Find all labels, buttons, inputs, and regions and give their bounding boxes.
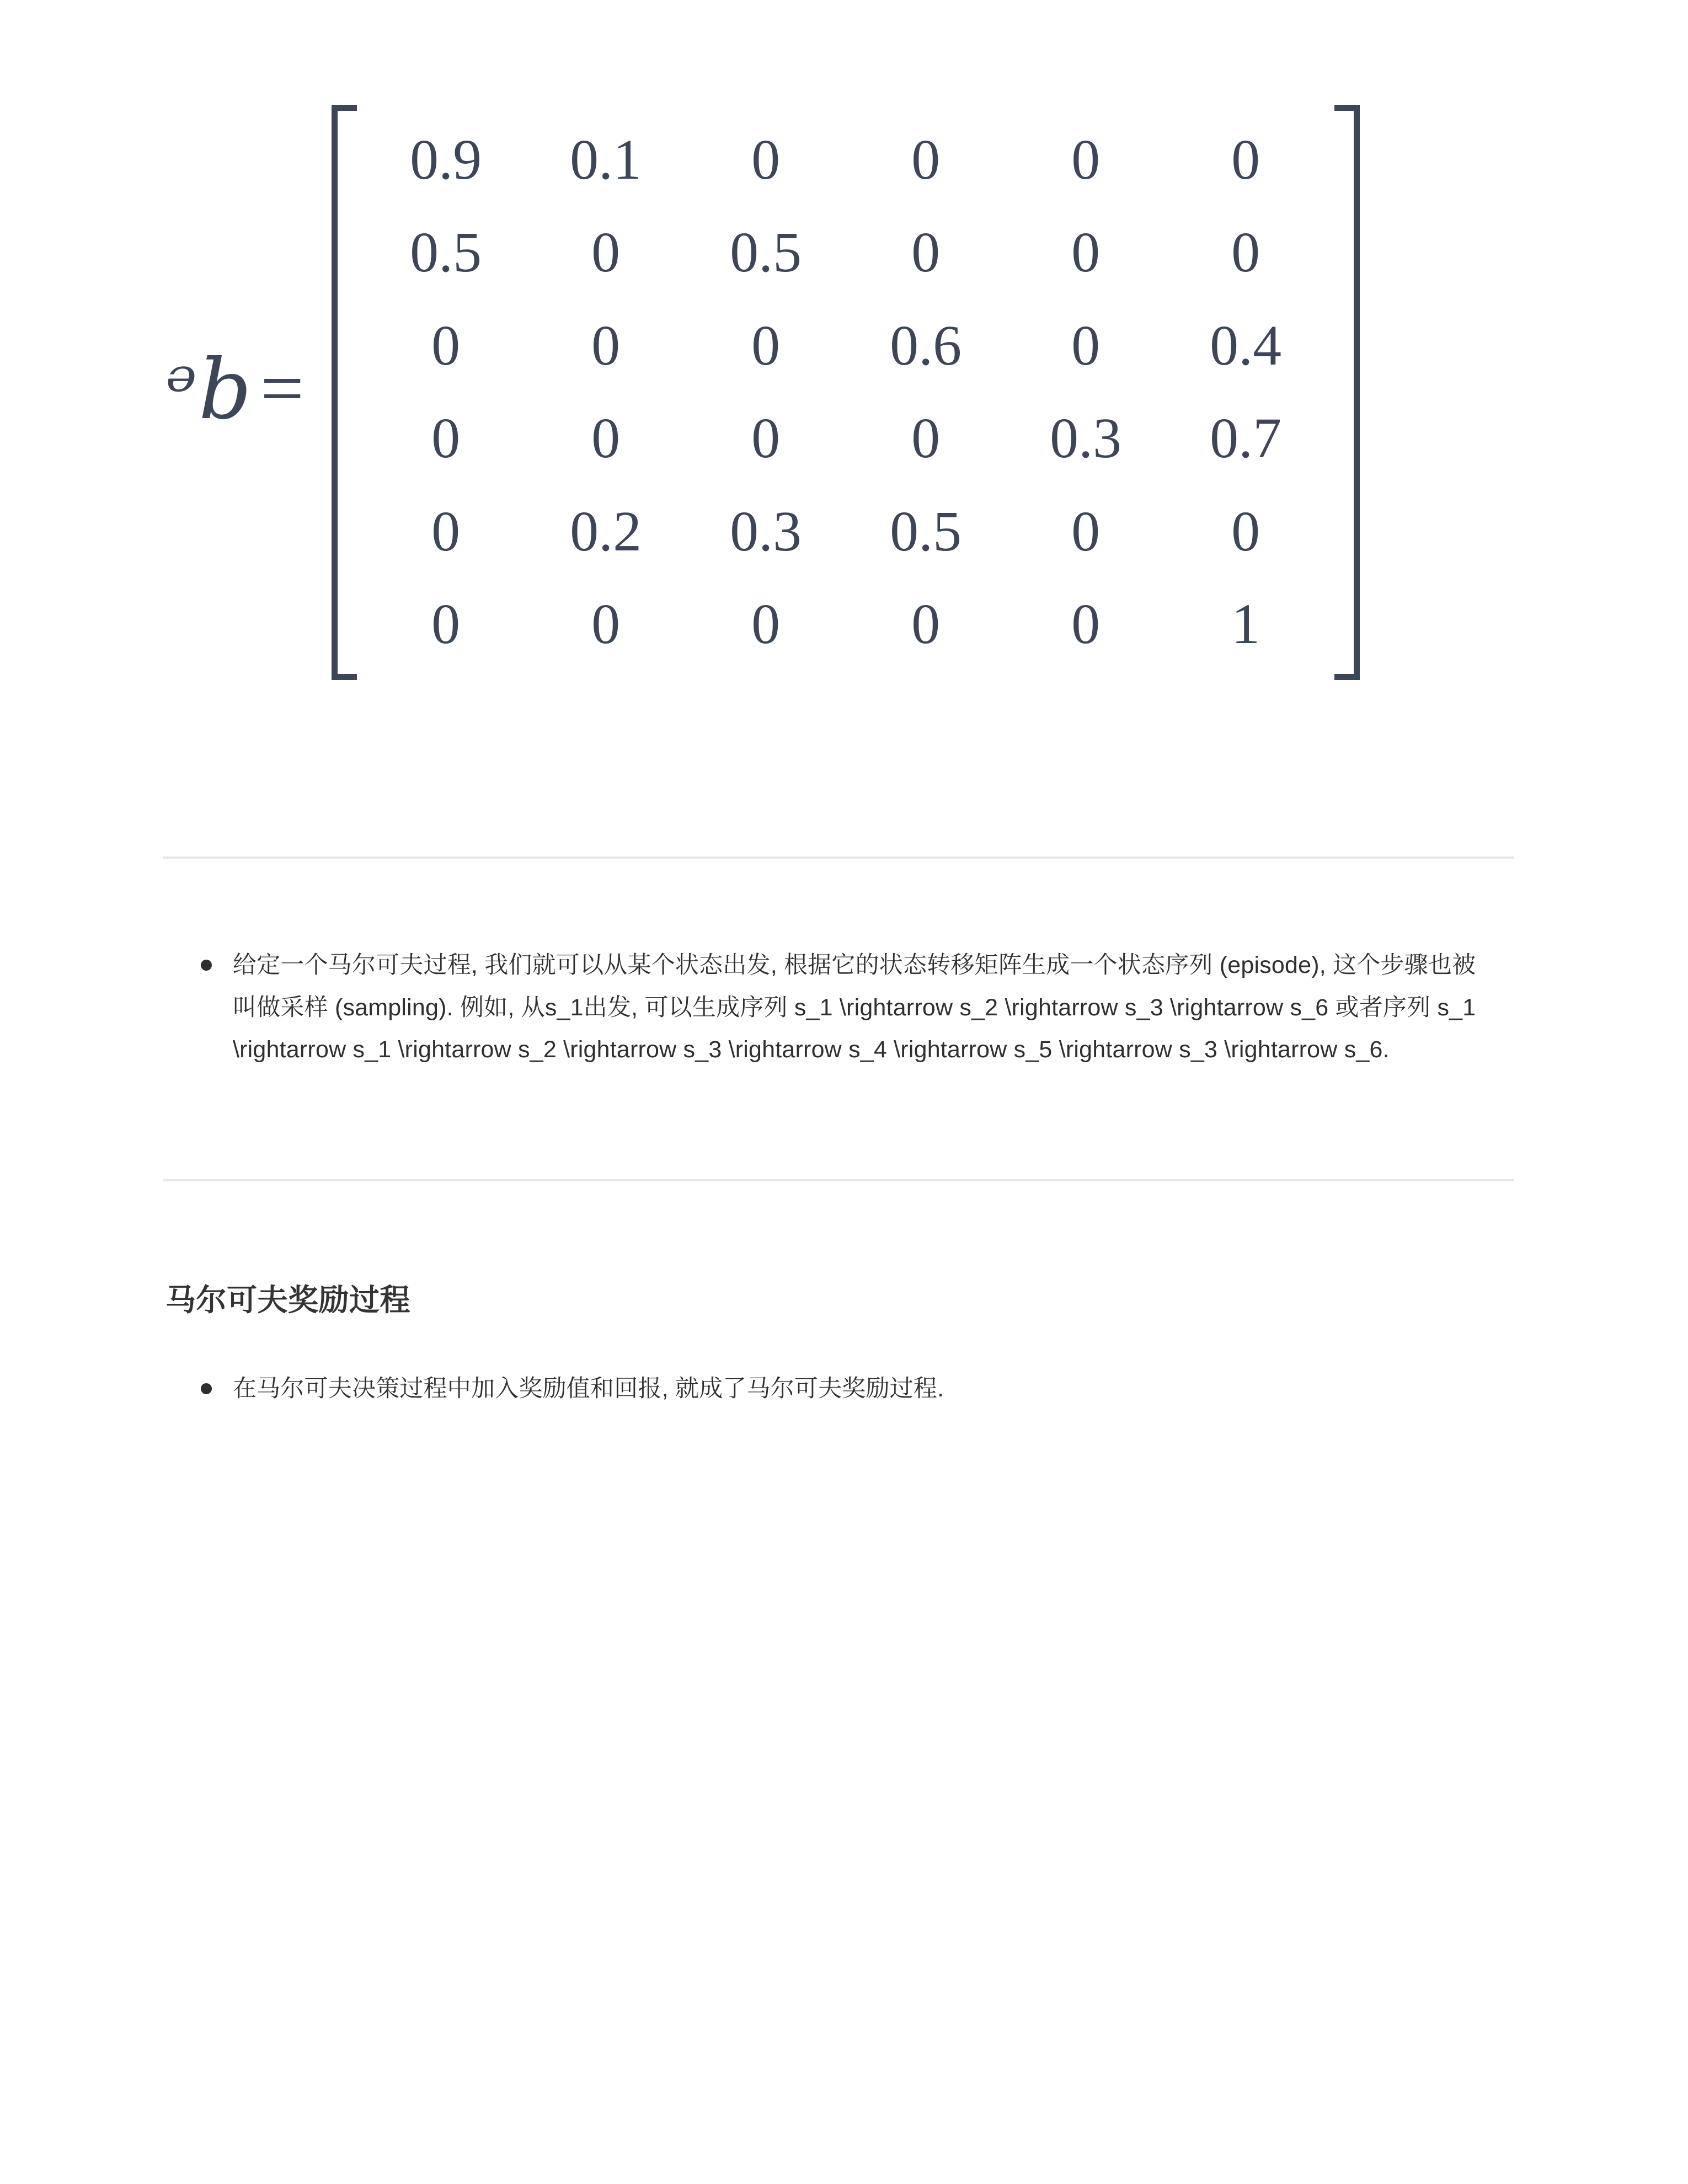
matrix-cell: 0.2 <box>570 499 642 563</box>
matrix-cell: 0 <box>751 592 781 656</box>
matrix-cell: 0 <box>1071 499 1101 563</box>
matrix-cell: 1 <box>1231 592 1260 656</box>
matrix-cell: 0 <box>1071 592 1101 656</box>
matrix-cell: 0.5 <box>730 221 802 285</box>
matrix-cell: 0.4 <box>1210 313 1282 377</box>
matrix-cell: 0 <box>431 313 461 377</box>
matrix-cell: 0 <box>591 592 621 656</box>
list-item <box>188 944 1478 1071</box>
matrix-wrapper <box>332 105 1360 680</box>
page-title-markov-reward-process: 马尔可夫奖励过程 <box>165 1283 411 1317</box>
matrix-cell: 0.5 <box>410 221 482 285</box>
matrix-cell: 0 <box>911 406 941 470</box>
matrix-cell: 0 <box>431 499 461 563</box>
matrix-cell: 0 <box>591 221 621 285</box>
matrix-cell: 0.6 <box>890 313 962 377</box>
matrix-cell: 0 <box>911 128 941 191</box>
reward-bullet-text: 在马尔可夫决策过程中加入奖励值和回报, 就成了马尔可夫奖励过程. <box>233 1375 944 1402</box>
sampling-bullet-list <box>188 944 1478 1071</box>
matrix-cell: 0 <box>751 313 781 377</box>
divider-below-sampling <box>163 1179 1514 1181</box>
matrix-cell: 0 <box>591 313 621 377</box>
matrix-cell: 0 <box>1231 128 1260 191</box>
equals-sign: = <box>260 346 305 432</box>
bullet-dot-icon <box>201 1383 212 1394</box>
list-item <box>188 1368 1478 1410</box>
matrix-cell: 0 <box>751 406 781 470</box>
reward-bullet-list <box>188 1368 1478 1410</box>
matrix-cell: 0 <box>911 592 941 656</box>
matrix-cell: 0 <box>1071 313 1101 377</box>
bullet-dot-icon <box>201 960 212 971</box>
transition-matrix-figure <box>0 105 1688 680</box>
matrix-cell: 0.3 <box>1050 406 1122 470</box>
matrix-cell: 0 <box>1071 221 1101 285</box>
matrix-cell: 0.3 <box>730 499 802 563</box>
matrix-grid <box>360 105 1331 680</box>
matrix-cell: 0 <box>591 406 621 470</box>
formula-inner <box>165 105 1360 680</box>
sampling-bullet-text: 给定一个马尔可夫过程, 我们就可以从某个状态出发, 根据它的状态转移矩阵生成一个状态序列 (episode), 这个步骤也被叫做采样 (sampling). 例如, 从s_1出发, 可以生成序列 s_1 \rightarrow s_2 \rightarrow s_3 \rightarrow s_6 或者序列 s_1 \rightarrow s_1 \rightarrow s_2 \rightarrow s_3 \rightarrow s_4 \rightarrow s_5 \rightarrow s_3 \rightarrow s_6. <box>233 952 1476 1063</box>
script-p-symbol: ᵊb <box>165 342 253 438</box>
matrix-cell: 0.5 <box>890 499 962 563</box>
matrix-cell: 0 <box>911 221 941 285</box>
matrix-cell: 0 <box>431 406 461 470</box>
matrix-cell: 0.1 <box>570 128 642 191</box>
matrix-cell: 0 <box>1231 499 1260 563</box>
matrix-cell: 0 <box>751 128 781 191</box>
matrix-cell: 0 <box>1231 221 1260 285</box>
divider-above-sampling <box>163 857 1514 859</box>
matrix-cell: 0 <box>1071 128 1101 191</box>
matrix-cell: 0 <box>431 592 461 656</box>
matrix-cell: 0.9 <box>410 128 482 191</box>
matrix-left-bracket <box>332 105 360 680</box>
matrix-cell: 0.7 <box>1210 406 1282 470</box>
matrix-right-bracket <box>1331 105 1360 680</box>
